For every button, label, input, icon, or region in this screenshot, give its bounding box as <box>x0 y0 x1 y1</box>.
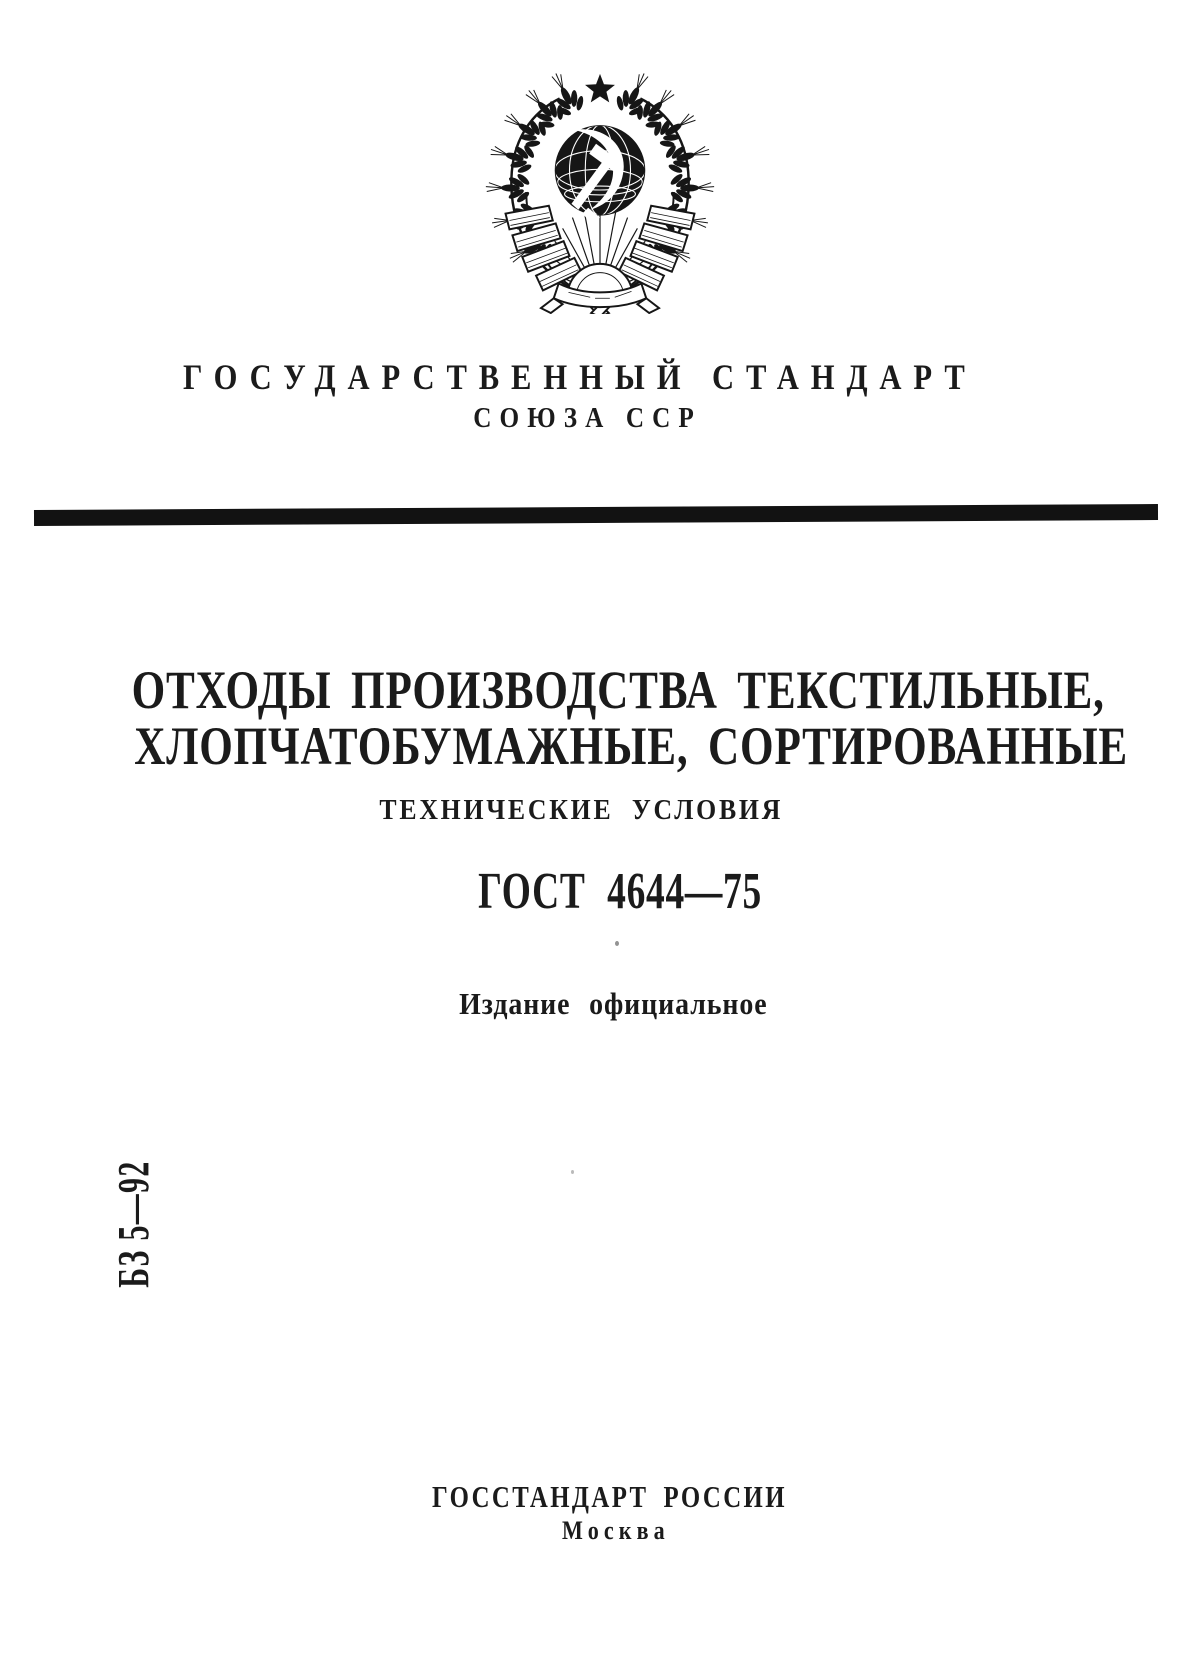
header-line-2 <box>0 404 1167 435</box>
standard-number-text: ГОСТ 4644—75 <box>478 863 763 920</box>
header-line-1-text: ГОСУДАРСТВЕННЫЙ СТАНДАРТ <box>182 357 977 397</box>
ussr-state-emblem-icon <box>452 68 748 314</box>
scan-speck <box>571 1170 574 1174</box>
star-icon <box>585 74 615 102</box>
header-line-1 <box>0 358 1147 398</box>
publisher-name-text: ГОССТАНДАРТ РОССИИ <box>432 1479 788 1514</box>
publisher-city-text: Москва <box>562 1516 670 1545</box>
header-line-2-text: СОЮЗА ССР <box>473 403 702 434</box>
scan-speck <box>615 941 619 946</box>
publisher-city <box>40 1516 1187 1546</box>
document-subtitle-text: ТЕХНИЧЕСКИЕ УСЛОВИЯ <box>379 795 784 826</box>
globe-hammer-sickle-icon <box>555 125 646 224</box>
edition-note <box>40 986 1187 1022</box>
document-title-line-1-text: ОТХОДЫ ПРОИЗВОДСТВА ТЕКСТИЛЬНЫЕ, <box>131 660 1105 720</box>
edition-note-text: Издание официальное <box>459 986 768 1021</box>
document-subtitle <box>0 794 1160 828</box>
side-classification-code-text: БЗ 5—92 <box>109 1160 158 1288</box>
publisher-name <box>30 1480 1187 1514</box>
document-title-line-2-text: ХЛОПЧАТОБУМАЖНЫЕ, СОРТИРОВАННЫЕ <box>134 716 1129 776</box>
document-title-line-2 <box>10 718 1187 774</box>
divider-rule <box>34 504 1158 526</box>
standard-number <box>54 863 1187 920</box>
document-title-line-1 <box>10 662 1187 718</box>
